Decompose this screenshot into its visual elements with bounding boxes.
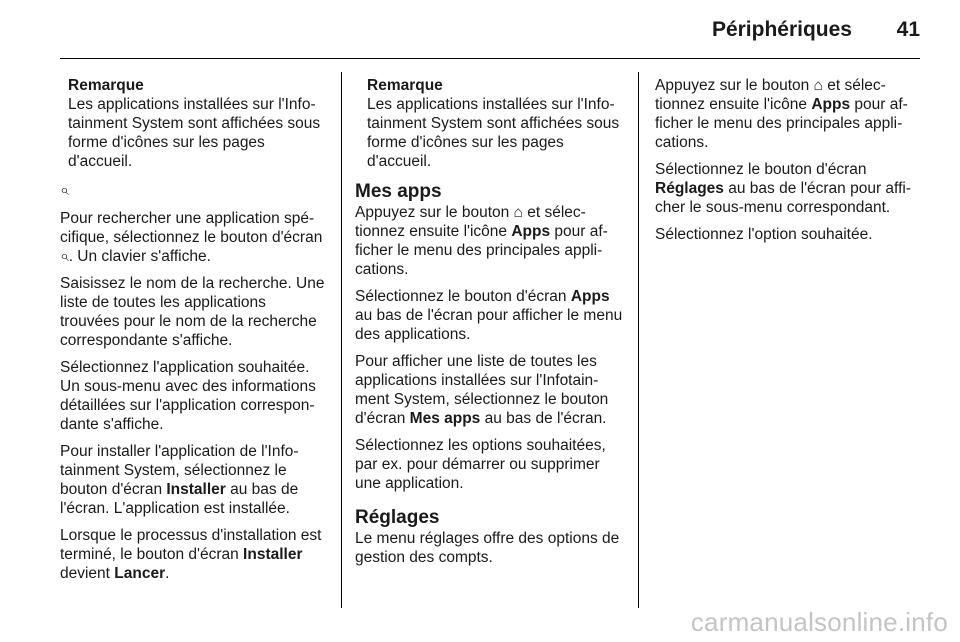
paragraph: Sélectionnez les options souhaitées, par ex. pour démarrer ou supprimer une application. (355, 437, 606, 492)
page-header (60, 0, 920, 62)
installer-label: Installer (166, 481, 226, 498)
paragraph: Sélectionnez le bouton d'écran Apps au bas de l'écran pour afficher le menu des applications. (355, 288, 623, 343)
search-icon: ⌕ (60, 248, 69, 265)
paragraph: Appuyez sur le bouton ⌂ et sélec-tionnez ensuite l'icône Apps pour af-ficher le menu des principales appli-cations. (355, 204, 608, 278)
column-3 (655, 76, 925, 252)
home-icon: ⌂ (513, 204, 523, 221)
page-number: 41 (896, 18, 920, 41)
lancer-label: Lancer (114, 565, 166, 582)
paragraph: Appuyez sur le bouton ⌂ et sélec-tionnez ensuite l'icône Apps pour af-ficher le menu des principales appli-cations. (655, 77, 908, 151)
installer-label: Installer (243, 546, 303, 563)
paragraph: Sélectionnez le bouton d'écran Réglages au bas de l'écran pour affi-cher le sous-menu correspondant. (655, 161, 911, 216)
home-icon: ⌂ (813, 77, 823, 94)
column-divider (638, 72, 639, 608)
paragraph: Pour afficher une liste de toutes les applications installées sur l'Infotain-ment System, sélectionnez le bouton d'écran Mes apps au bas de l'écran. (355, 353, 609, 427)
paragraph: Lorsque le processus d'installation est terminé, le bouton d'écran Installer devient Lancer. (60, 527, 322, 582)
note-text: Les applications installées sur l'Info-tainment System sont affichées sous forme d'icônes sur les pages d'accueil. (367, 96, 620, 170)
note-title: Remarque (68, 77, 144, 94)
note-box (355, 76, 623, 171)
column-1 (60, 76, 328, 591)
column-2 (355, 76, 623, 575)
section-title: Périphériques (711, 18, 852, 41)
note-title: Remarque (367, 77, 443, 94)
paragraph: Sélectionnez l'application souhaitée. Un sous-menu avec des informations détaillées sur l'application correspon-dante s'affiche. (60, 359, 316, 433)
paragraph: Pour rechercher une application spé-cifique, sélectionnez le bouton d'écran ⌕. Un clavier s'affiche. (60, 210, 323, 265)
section-heading-mes-apps: Mes apps (355, 181, 442, 202)
note-text: Les applications installées sur l'Info-tainment System sont affichées sous forme d'icônes sur les pages d'accueil. (68, 96, 321, 170)
paragraph: Saisissez le nom de la recherche. Une liste de toutes les applications trouvées pour le nom de la recherche correspondante s'affiche. (60, 275, 325, 349)
paragraph: Pour installer l'application de l'Info-tainment System, sélectionnez le bouton d'écran Installer au bas de l'écran. L'application est installée. (60, 443, 299, 517)
search-icon: ⌕ (60, 182, 69, 199)
column-divider (341, 72, 342, 608)
note-box (60, 76, 328, 171)
header-rule (60, 58, 920, 59)
section-heading-reglages: Réglages (355, 507, 440, 528)
paragraph: Sélectionnez l'option souhaitée. (655, 226, 873, 243)
watermark: carmanualsonline.info (690, 607, 948, 637)
paragraph: Le menu réglages offre des options de gestion des compts. (355, 530, 620, 566)
